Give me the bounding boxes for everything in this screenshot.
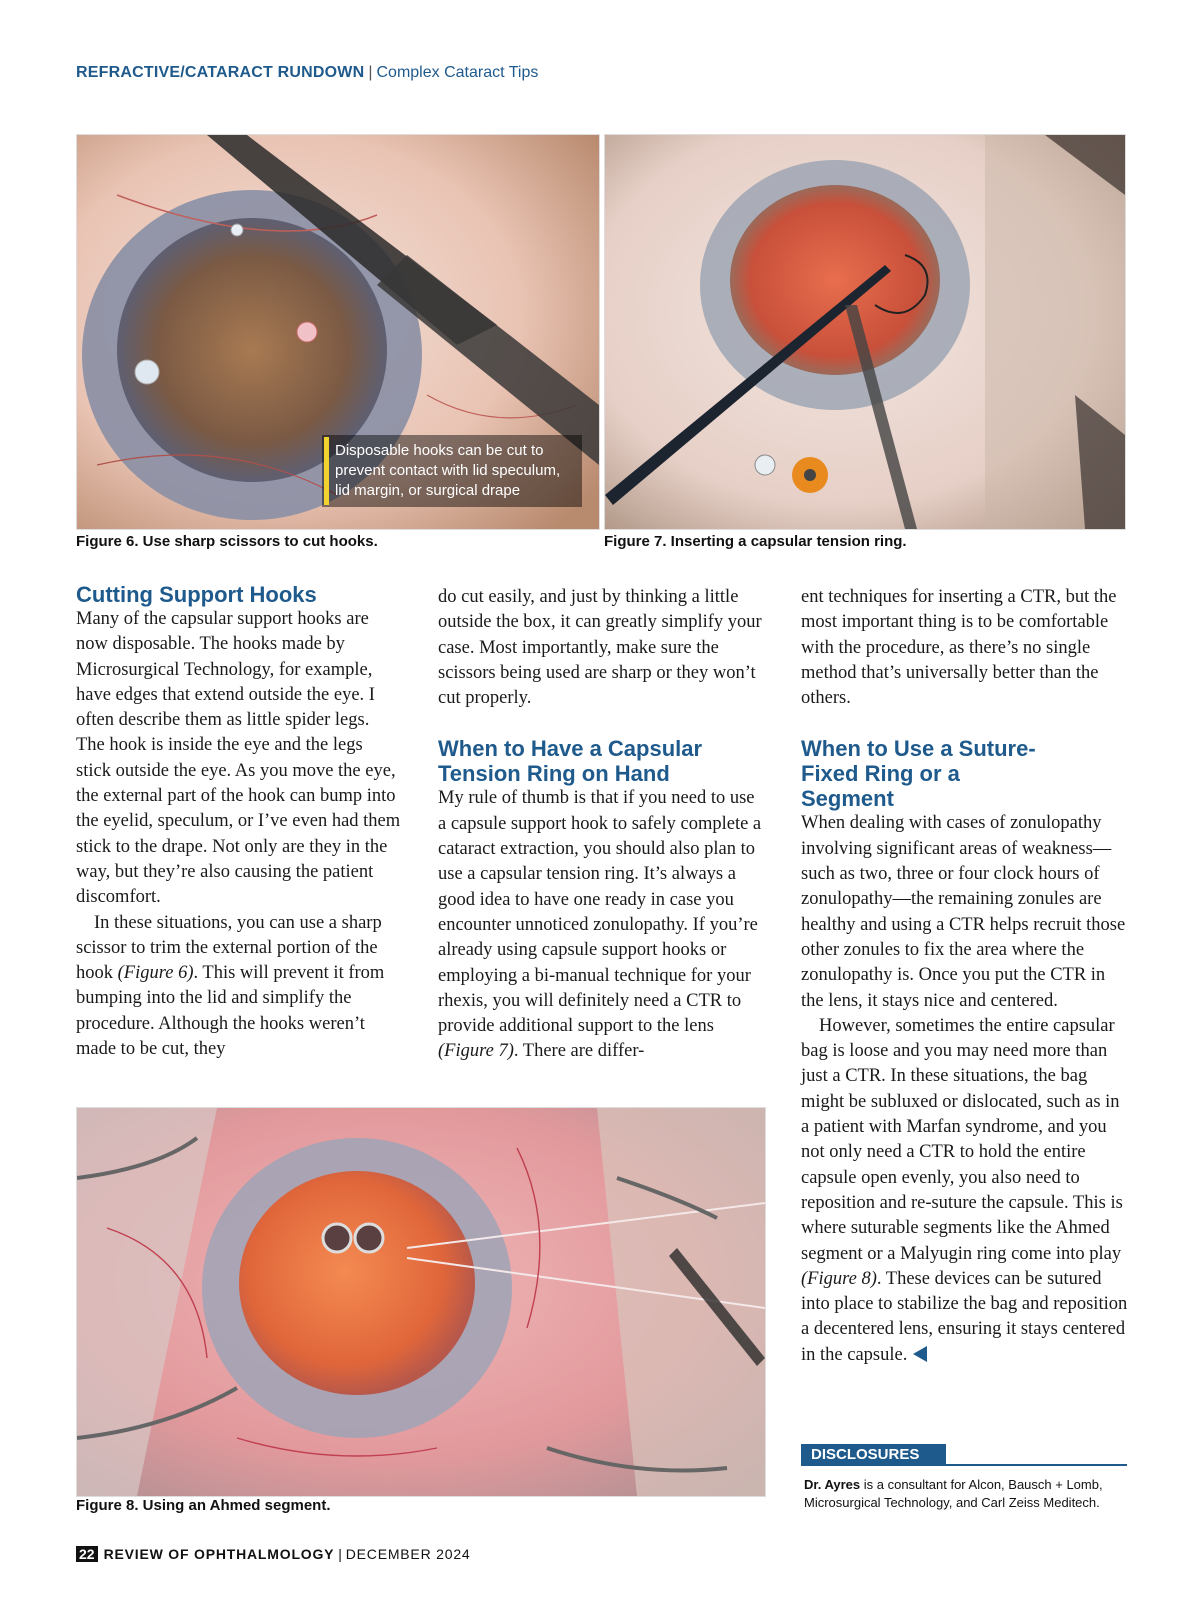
figure-7-reference: (Figure 7)	[438, 1041, 514, 1062]
figure-8-caption: Figure 8. Using an Ahmed segment.	[76, 1497, 331, 1514]
col3-paragraph-2: When dealing with cases of zonulopathy involving significant areas of weakness—such as two, three or four clock hours of zonulopathy—the remaining zonules are healthy and using a CTR helps recruit those other zonules to fix the area where the zonulopathy is. Once you put the CTR in the lens, it stays nice and centered.	[801, 813, 1126, 1011]
figure-7-eye-illustration	[605, 135, 1125, 529]
figure-6-overlay-line2: prevent contact with lid speculum,	[335, 462, 561, 479]
footer-separator: |	[338, 1546, 342, 1562]
heading-capsular-tension-ring: When to Have a Capsular Tension Ring on Hand	[438, 736, 703, 787]
page-number: 22	[76, 1546, 98, 1562]
figure-8-eye-illustration	[77, 1108, 765, 1496]
col1-paragraph-2	[76, 911, 401, 1063]
column-2	[438, 585, 763, 1065]
header-separator: |	[368, 64, 373, 81]
col2-paragraph-1: do cut easily, and just by thinking a little outside the box, it can greatly simplify your case. Most importantly, make sure the scissors being used are sharp or they won’t cut properly.	[438, 587, 762, 709]
figure-8-image	[76, 1107, 766, 1497]
heading-suture-fixed-ring: When to Use a Suture-Fixed Ring or a Segment	[801, 736, 1036, 812]
col2-p2-text-a: My rule of thumb is that if you need to use a capsule support hook to safely complete a cataract extraction, you should also plan to use a capsular tension ring. It’s always a good idea to have one ready in case you encounter unnoticed zonulopathy. If you’re already using capsule support hooks or employing a bi-manual technique for your rhexis, you will definitely need a CTR to provide additional support to the lens	[438, 788, 762, 1037]
magazine-name: REVIEW OF OPHTHALMOLOGY	[103, 1546, 335, 1562]
figure-7-caption: Figure 7. Inserting a capsular tension ring.	[604, 533, 907, 550]
disclosures-text	[804, 1476, 1134, 1512]
figure-6-overlay-line1: Disposable hooks can be cut to	[335, 442, 544, 459]
running-header	[76, 64, 538, 82]
figure-6-image	[76, 134, 600, 530]
col3-paragraph-3	[801, 1014, 1131, 1368]
disclosure-author: Dr. Ayres	[804, 1477, 861, 1492]
col3-p3-text-b: . These devices can be sutured into place to stabilize the bag and reposition a decentered lens, ensuring it stays centered in the capsule.	[801, 1268, 1128, 1365]
figure-7-image	[604, 134, 1126, 530]
column-1	[76, 582, 401, 1062]
figure-8-reference: (Figure 8)	[801, 1268, 877, 1289]
col3-p3-text-a: However, sometimes the entire capsular bag is loose and you may need more than just a CTR. In these situations, the bag might be subluxed or dislocated, such as in a patient with Marfan syndrome, and you not only need a CTR to hold the entire capsule open evenly, you also need to reposition and re-suture the capsule. This is where suturable segments like the Ahmed segment or a Malyugin ring come into play	[801, 1015, 1123, 1264]
page-footer	[76, 1546, 471, 1562]
col1-paragraph-1: Many of the capsular support hooks are now disposable. The hooks made by Microsurgical Technology, for example, have edges that extend outside the eye. I often describe them as little spider legs. The hook is inside the eye and the legs stick outside the eye. As you move the eye, the external part of the hook can bump into the eyelid, speculum, or I’ve even had them stick to the drape. Not only are they in the way, but they’re also causing the patient discomfort.	[76, 609, 401, 908]
figure-6-eye-illustration	[77, 135, 599, 529]
col2-p2-text-b: . There are differ-	[513, 1041, 645, 1062]
section-subtitle: Complex Cataract Tips	[376, 64, 539, 81]
heading-cutting-support-hooks: Cutting Support Hooks	[76, 582, 317, 607]
figure-6-reference: (Figure 6)	[117, 963, 194, 984]
end-mark-icon	[913, 1346, 927, 1362]
issue-date: DECEMBER 2024	[345, 1546, 471, 1562]
disclosure-statement: is a consultant for Alcon, Bausch + Lomb, Microsurgical Technology, and Carl Zeiss Meditech.	[804, 1477, 1103, 1510]
col1-p2-text-b: . This will prevent it from bumping into the lid and simplify the procedure. Although the hooks weren’t made to be cut, they	[76, 963, 385, 1060]
col2-paragraph-2	[438, 786, 763, 1064]
col3-paragraph-1: ent techniques for inserting a CTR, but the most important thing is to be comfortable with the procedure, as there’s no single method that’s universally better than the others.	[801, 587, 1117, 709]
figure-6-caption: Figure 6. Use sharp scissors to cut hooks.	[76, 533, 378, 550]
column-3	[801, 585, 1131, 1368]
figure-6-overlay-line3: lid margin, or surgical drape	[335, 482, 521, 499]
disclosures-header	[801, 1444, 1127, 1466]
disclosures-label: DISCLOSURES	[801, 1444, 946, 1466]
col1-p2-text-a: In these situations, you can use a sharp scissor to trim the external portion of the hook	[76, 912, 382, 984]
disclosures-rule	[946, 1464, 1127, 1466]
section-label: REFRACTIVE/CATARACT RUNDOWN	[76, 64, 365, 81]
